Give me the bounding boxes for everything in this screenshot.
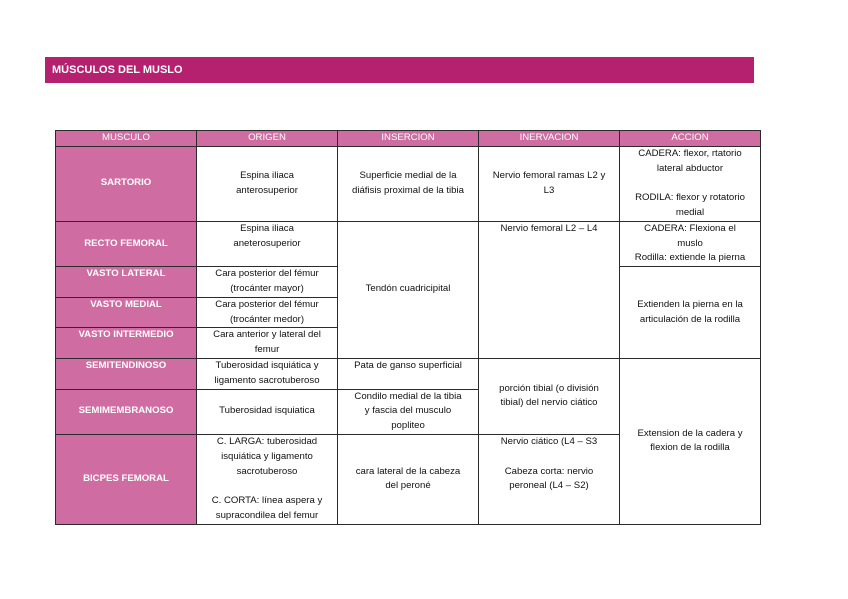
accion-isquiotibiales: Extension de la cadera y flexion de la rodilla (620, 358, 761, 524)
muscle-vasto-lateral: VASTO LATERAL (56, 267, 197, 298)
accion-sartorio: CADERA: flexor, rtatorio lateral abductor RODILA: flexor y rotatorio medial (620, 146, 761, 221)
muscle-biceps-femoral: BICPES FEMORAL (56, 434, 197, 524)
accion-recto-femoral: CADERA: Flexiona el muslo Rodilla: extiende la pierna (620, 221, 761, 266)
page-title: MÚSCULOS DEL MUSLO (52, 64, 183, 76)
insercion-sartorio: Superficie medial de la diáfisis proximal de la tibia (338, 146, 479, 221)
muscle-vasto-medial: VASTO MEDIAL (56, 297, 197, 328)
inervacion-cuadriceps: Nervio femoral L2 – L4 (479, 221, 620, 358)
insercion-cuadriceps: Tendón cuadricipital (338, 221, 479, 358)
header-origen: ORIGEN (197, 131, 338, 147)
muscle-semimembranoso: SEMIMEMBRANOSO (56, 389, 197, 434)
header-musculo: MUSCULO (56, 131, 197, 147)
origen-semimembranoso: Tuberosidad isquiatica (197, 389, 338, 434)
muscle-recto-femoral: RECTO FEMORAL (56, 221, 197, 266)
header-accion: ACCION (620, 131, 761, 147)
origen-biceps-femoral: C. LARGA: tuberosidad isquiática y ligamento sacrotuberoso C. CORTA: línea aspera y supracondilea del femur (197, 434, 338, 524)
header-inervacion: INERVACION (479, 131, 620, 147)
origen-sartorio: Espina iliaca anterosuperior (197, 146, 338, 221)
accion-vastos: Extienden la pierna en la articulación de la rodilla (620, 267, 761, 359)
muscle-semitendinoso: SEMITENDINOSO (56, 358, 197, 389)
origen-semitendinoso: Tuberosidad isquiática y ligamento sacrotuberoso (197, 358, 338, 389)
inervacion-semis: porción tibial (o división tibial) del nervio ciático (479, 358, 620, 434)
inervacion-biceps-femoral: Nervio ciático (L4 – S3 Cabeza corta: nervio peroneal (L4 – S2) (479, 434, 620, 524)
table-row (56, 146, 761, 221)
table-row (56, 221, 761, 266)
muscle-sartorio: SARTORIO (56, 146, 197, 221)
insercion-biceps-femoral: cara lateral de la cabeza del peroné (338, 434, 479, 524)
table-row (56, 358, 761, 389)
insercion-semimembranoso: Condilo medial de la tibia y fascia del musculo popliteo (338, 389, 479, 434)
muscles-table (55, 130, 761, 525)
origen-vasto-lateral: Cara posterior del fémur (trocánter mayor) (197, 267, 338, 298)
origen-vasto-medial: Cara posterior del fémur (trocánter medor) (197, 297, 338, 328)
origen-vasto-intermedio: Cara anterior y lateral del femur (197, 328, 338, 359)
table-header-row (56, 131, 761, 147)
inervacion-sartorio: Nervio femoral ramas L2 y L3 (479, 146, 620, 221)
header-insercion: INSERCION (338, 131, 479, 147)
muscle-vasto-intermedio: VASTO INTERMEDIO (56, 328, 197, 359)
page-title-banner (45, 57, 754, 83)
insercion-semitendinoso: Pata de ganso superficial (338, 358, 479, 389)
origen-recto-femoral: Espina iliaca aneterosuperior (197, 221, 338, 266)
